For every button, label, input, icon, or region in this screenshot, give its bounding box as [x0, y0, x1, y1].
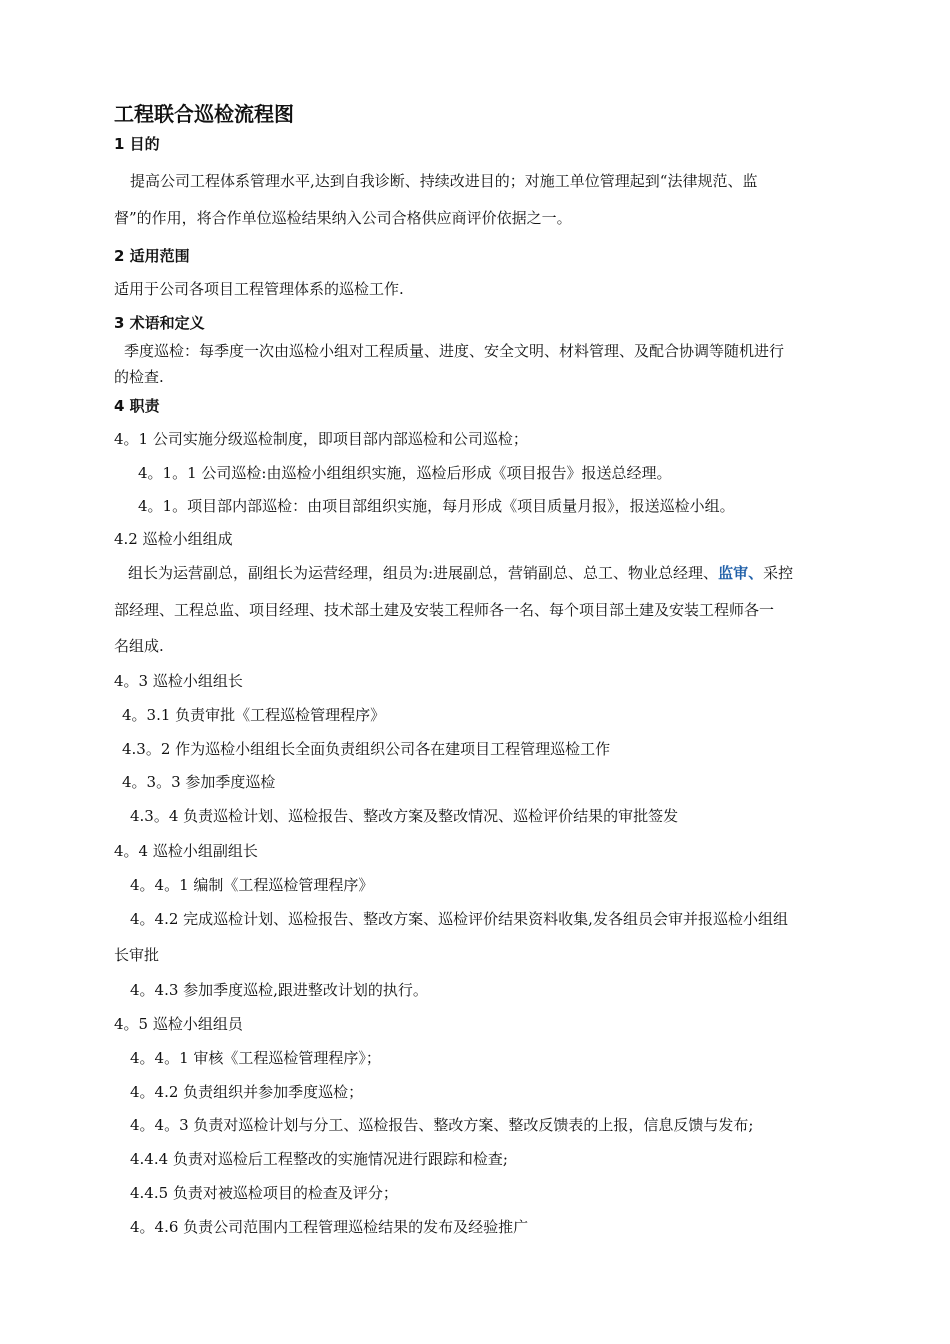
item-4-4-3: 4。4.3 参加季度巡检,跟进整改计划的执行。	[130, 981, 428, 999]
item-4-3-3: 4。3。3 参加季度巡检	[122, 773, 276, 791]
doc-title: 工程联合巡检流程图	[114, 102, 294, 126]
item-4-4-1: 4。4。1 编制《工程巡检管理程序》	[130, 876, 374, 894]
item-4-5: 4。5 巡检小组组员	[114, 1015, 243, 1033]
section-1-para-line2: 督”的作用，将合作单位巡检结果纳入公司合格供应商评价依据之一。	[114, 209, 572, 227]
item-4-5-5: 4.4.5 负责对被巡检项目的检查及评分；	[130, 1184, 398, 1202]
section-2-heading: 2 适用范围	[114, 247, 190, 265]
item-4-5-1: 4。4。1 审核《工程巡检管理程序》；	[130, 1049, 381, 1067]
item-4-3-2: 4.3。2 作为巡检小组组长全面负责组织公司各在建项目工程管理巡检工作	[122, 740, 611, 758]
item-4-5-4: 4.4.4 负责对巡检后工程整改的实施情况进行跟踪和检查;	[130, 1150, 508, 1168]
section-4-heading: 4 职责	[114, 397, 160, 415]
item-4-1-2: 4。1。项目部内部巡检：由项目部组织实施，每月形成《项目质量月报》，报送巡检小组。	[138, 497, 735, 515]
item-4-3-1: 4。3.1 负责审批《工程巡检管理程序》	[122, 706, 386, 724]
item-4-2-text-a: 组长为运营副总，副组长为运营经理，组员为:进展副总，营销副总、总工、物业总经理、	[128, 564, 719, 582]
item-4-4: 4。4 巡检小组副组长	[114, 842, 258, 860]
item-4-5-6: 4。4.6 负责公司范围内工程管理巡检结果的发布及经验推广	[130, 1218, 529, 1236]
section-3-heading: 3 术语和定义	[114, 314, 205, 332]
section-1-para-line1: 提高公司工程体系管理水平,达到自我诊断、持续改进目的；对施工单位管理起到“法律规范、监	[130, 172, 758, 190]
section-1-heading: 1 目的	[114, 135, 160, 153]
section-2-para: 适用于公司各项目工程管理体系的巡检工作.	[114, 280, 404, 298]
item-4-1-1: 4。1。1 公司巡检:由巡检小组组织实施，巡检后形成《项目报告》报送总经理。	[138, 464, 672, 482]
item-4-2-para-line1	[128, 562, 793, 584]
item-4-3: 4。3 巡检小组组长	[114, 672, 243, 690]
section-3-para-line1: 季度巡检：每季度一次由巡检小组对工程质量、进度、安全文明、材料管理、及配合协调等随机进行	[124, 342, 785, 360]
item-4-4-2-line1: 4。4.2 完成巡检计划、巡检报告、整改方案、巡检评价结果资料收集,发各组员会审并报巡检小组组	[130, 910, 788, 928]
item-4-4-2-line2: 长审批	[114, 946, 160, 964]
item-4-5-3: 4。4。3 负责对巡检计划与分工、巡检报告、整改方案、整改反馈表的上报，信息反馈与发布;	[130, 1116, 754, 1134]
item-4-2: 4.2 巡检小组组成	[114, 530, 233, 548]
item-4-5-2: 4。4.2 负责组织并参加季度巡检；	[130, 1083, 364, 1101]
item-4-2-para-line2: 部经理、工程总监、项目经理、技术部土建及安装工程师各一名、每个项目部土建及安装工程师各一	[114, 601, 775, 619]
audit-link[interactable]: 监审、	[718, 564, 764, 582]
section-3-para-line2: 的检查.	[114, 368, 164, 386]
item-4-2-para-line3: 名组成.	[114, 637, 164, 655]
item-4-1: 4。1 公司实施分级巡检制度，即项目部内部巡检和公司巡检；	[114, 430, 528, 448]
item-4-2-text-b: 采控	[763, 564, 794, 582]
item-4-3-4: 4.3。4 负责巡检计划、巡检报告、整改方案及整改情况、巡检评价结果的审批签发	[130, 807, 679, 825]
